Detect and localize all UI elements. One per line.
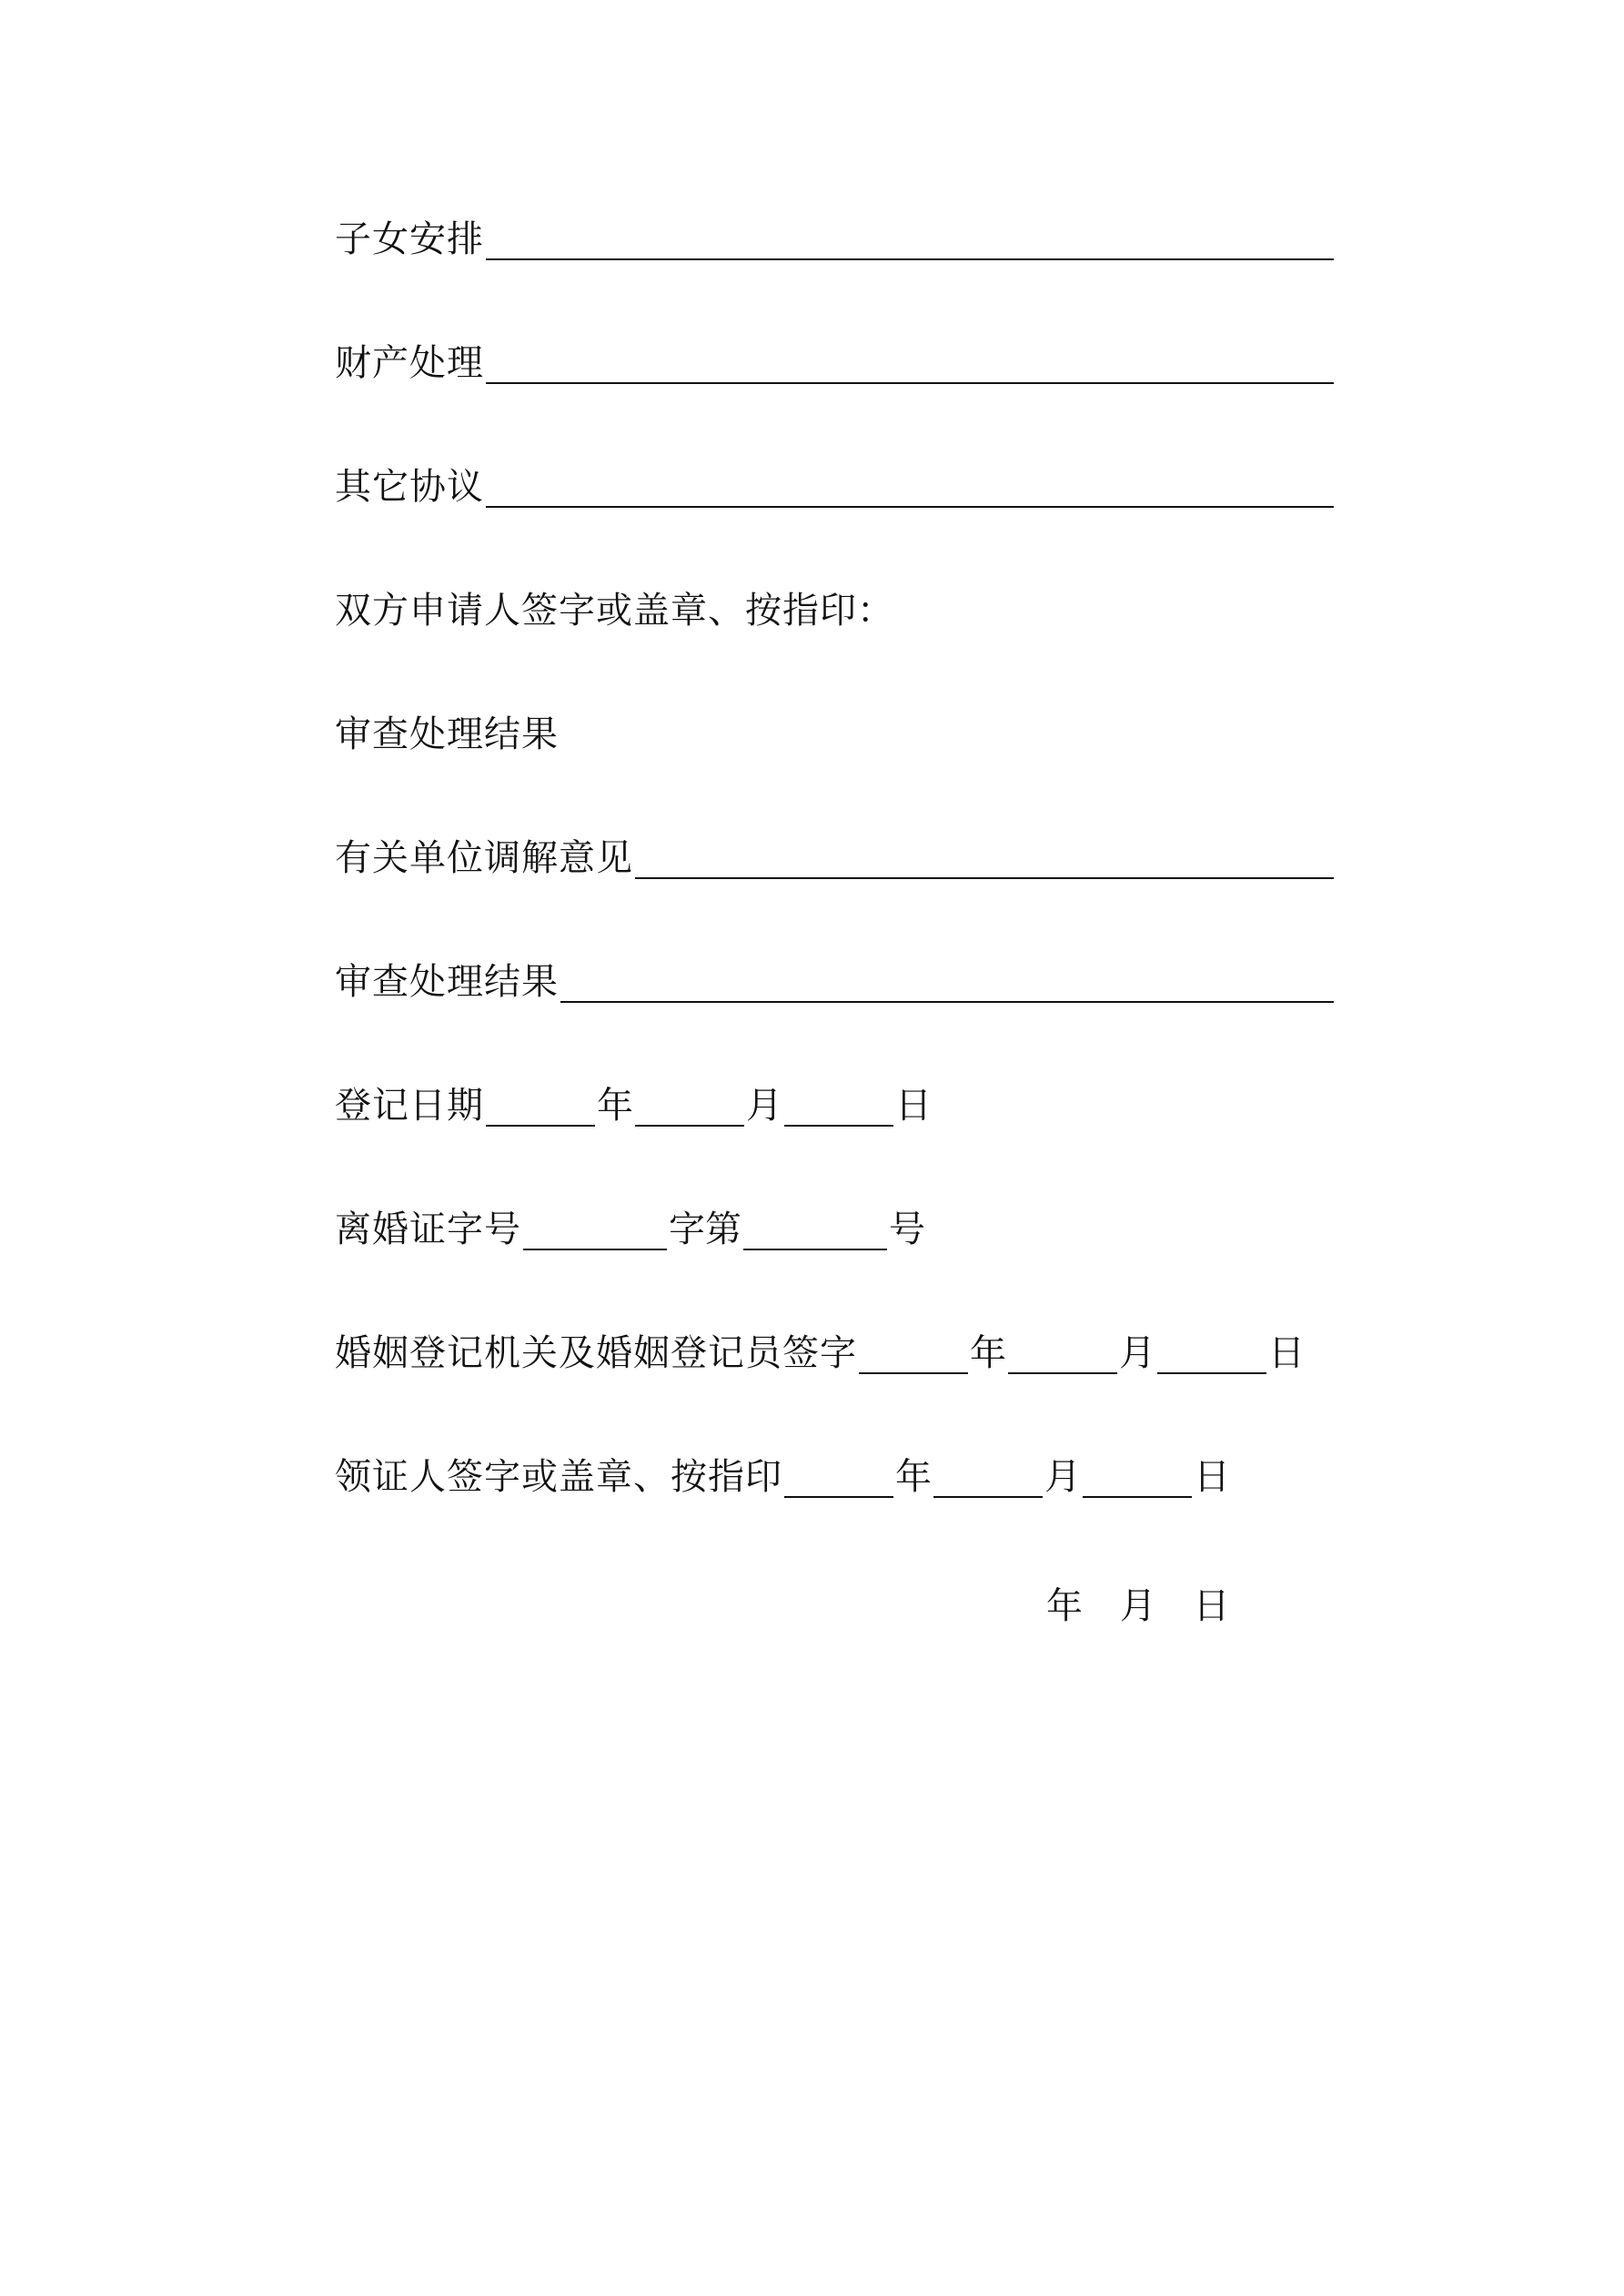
- recipient-signature-row: [335, 1450, 1230, 1504]
- registration-date-row: [335, 1078, 932, 1133]
- closing-month: 月: [1119, 1585, 1156, 1627]
- review-result-label: 审查处理结果: [335, 961, 559, 1003]
- review-heading: 审查处理结果: [335, 713, 559, 755]
- mediation-opinion-label: 有关单位调解意见: [335, 837, 633, 879]
- applicants-signature-row: [335, 583, 894, 638]
- other-agreement-label: 其它协议: [335, 466, 484, 508]
- mediation-opinion-row: [335, 831, 1336, 885]
- registrar-month-unit: 月: [1119, 1332, 1155, 1374]
- registration-year-unit: 年: [597, 1085, 633, 1127]
- recipient-day-unit: 日: [1194, 1456, 1230, 1498]
- registrar-year-unit: 年: [970, 1332, 1006, 1374]
- recipient-month-blank[interactable]: [933, 1460, 1043, 1498]
- children-arrangement-blank[interactable]: [486, 222, 1334, 260]
- registration-day-unit: 日: [895, 1085, 932, 1127]
- property-handling-label: 财产处理: [335, 342, 484, 384]
- registration-month-unit: 月: [746, 1085, 782, 1127]
- certificate-number-row: [335, 1202, 925, 1257]
- children-arrangement-label: 子女安排: [335, 218, 484, 260]
- property-handling-blank[interactable]: [486, 346, 1334, 384]
- registrar-signature-row: [335, 1326, 1305, 1381]
- registrar-month-blank[interactable]: [1008, 1336, 1117, 1374]
- applicants-signature-label: 双方申请人签字或盖章、按指印：: [335, 590, 894, 632]
- registrar-day-blank[interactable]: [1157, 1336, 1266, 1374]
- recipient-year-unit: 年: [895, 1456, 932, 1498]
- review-result-blank[interactable]: [560, 965, 1334, 1003]
- property-handling-row: [335, 336, 1336, 390]
- recipient-day-blank[interactable]: [1083, 1460, 1192, 1498]
- mediation-opinion-blank[interactable]: [635, 841, 1334, 879]
- other-agreement-blank[interactable]: [486, 470, 1334, 508]
- review-heading-row: [335, 707, 559, 762]
- certificate-number-blank[interactable]: [743, 1212, 887, 1250]
- certificate-word-no-text: 字第: [669, 1209, 741, 1250]
- closing-year: 年: [1046, 1585, 1083, 1627]
- registration-year-blank[interactable]: [486, 1088, 595, 1127]
- registrar-signature-label: 婚姻登记机关及婚姻登记员签字: [335, 1332, 857, 1374]
- registration-date-label: 登记日期: [335, 1085, 484, 1127]
- other-agreement-row: [335, 460, 1336, 514]
- closing-date: [1046, 1579, 1255, 1633]
- review-result-row: [335, 955, 1336, 1009]
- certificate-number-label: 离婚证字号: [335, 1209, 521, 1250]
- registrar-year-blank[interactable]: [859, 1336, 968, 1374]
- recipient-year-blank[interactable]: [784, 1460, 893, 1498]
- recipient-month-unit: 月: [1044, 1456, 1081, 1498]
- certificate-word-blank[interactable]: [523, 1212, 667, 1250]
- registration-month-blank[interactable]: [635, 1088, 744, 1127]
- certificate-number-unit: 号: [889, 1209, 925, 1250]
- registrar-day-unit: 日: [1268, 1332, 1305, 1374]
- recipient-signature-label: 领证人签字或盖章、按指印: [335, 1456, 782, 1498]
- children-arrangement-row: [335, 212, 1336, 267]
- registration-day-blank[interactable]: [784, 1088, 893, 1127]
- closing-day: 日: [1193, 1585, 1230, 1627]
